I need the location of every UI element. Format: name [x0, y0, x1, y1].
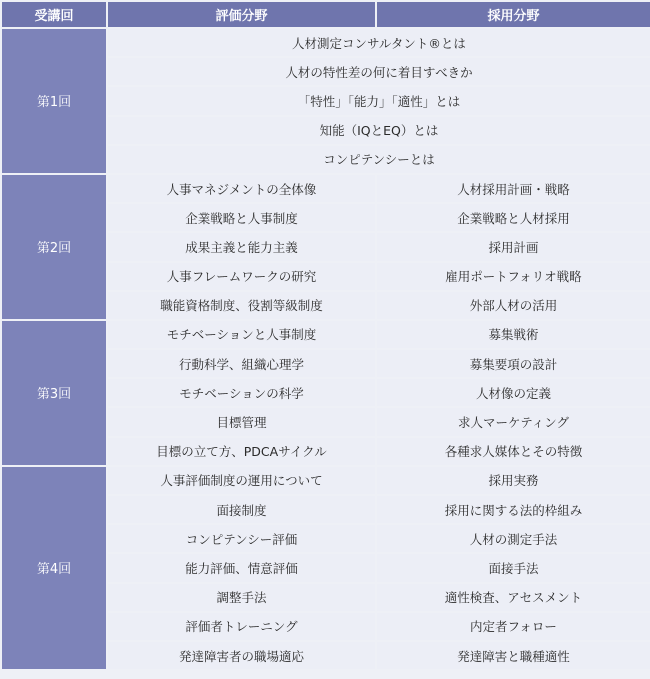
recruitment-topic: 雇用ポートフォリオ戦略: [377, 263, 650, 290]
shared-topic: 人材測定コンサルタント®とは: [108, 29, 650, 56]
recruitment-topic: 人材の測定手法: [377, 525, 650, 552]
evaluation-topic: 職能資格制度、役割等級制度: [108, 292, 375, 319]
recruitment-topic: 各種求人媒体とその特徴: [377, 438, 650, 465]
evaluation-topic: 人事マネジメントの全体像: [108, 175, 375, 202]
table-row: [2, 29, 650, 56]
table-row: [2, 467, 650, 494]
evaluation-topic: 目標の立て方、PDCAサイクル: [108, 438, 375, 465]
evaluation-topic: 成果主義と能力主義: [108, 233, 375, 260]
recruitment-topic: 採用実務: [377, 467, 650, 494]
header-row: [2, 2, 650, 27]
recruitment-topic: 募集戦術: [377, 321, 650, 348]
recruitment-topic: 発達障害と職種適性: [377, 642, 650, 669]
session-label-2: 第2回: [2, 175, 106, 319]
recruitment-topic: 人材採用計画・戦略: [377, 175, 650, 202]
recruitment-topic: 面接手法: [377, 554, 650, 581]
evaluation-topic: 評価者トレーニング: [108, 613, 375, 640]
evaluation-topic: モチベーションと人事制度: [108, 321, 375, 348]
session-label-3: 第3回: [2, 321, 106, 465]
recruitment-topic: 採用計画: [377, 233, 650, 260]
evaluation-topic: 行動科学、組織心理学: [108, 350, 375, 377]
shared-topic: 人材の特性差の何に着目すべきか: [108, 58, 650, 85]
recruitment-topic: 適性検査、アセスメント: [377, 584, 650, 611]
shared-topic: 「特性」「能力」「適性」とは: [108, 87, 650, 114]
recruitment-topic: 企業戦略と人材採用: [377, 204, 650, 231]
evaluation-topic: 人事評価制度の運用について: [108, 467, 375, 494]
evaluation-topic: 能力評価、情意評価: [108, 554, 375, 581]
evaluation-topic: モチベーションの科学: [108, 379, 375, 406]
recruitment-topic: 求人マーケティング: [377, 408, 650, 435]
evaluation-topic: コンピテンシー評価: [108, 525, 375, 552]
table-row: [2, 175, 650, 202]
shared-topic: コンピテンシーとは: [108, 146, 650, 173]
evaluation-topic: 調整手法: [108, 584, 375, 611]
recruitment-topic: 採用に関する法的枠組み: [377, 496, 650, 523]
shared-topic: 知能（IQとEQ）とは: [108, 117, 650, 144]
evaluation-topic: 発達障害者の職場適応: [108, 642, 375, 669]
evaluation-topic: 目標管理: [108, 408, 375, 435]
evaluation-topic: 企業戦略と人事制度: [108, 204, 375, 231]
session-label-4: 第4回: [2, 467, 106, 669]
evaluation-topic: 面接制度: [108, 496, 375, 523]
recruitment-topic: 人材像の定義: [377, 379, 650, 406]
recruitment-topic: 外部人材の活用: [377, 292, 650, 319]
recruitment-topic: 募集要項の設計: [377, 350, 650, 377]
header-recruitment: 採用分野: [377, 2, 650, 27]
header-session: 受講回: [2, 2, 106, 27]
recruitment-topic: 内定者フォロー: [377, 613, 650, 640]
session-label-1: 第1回: [2, 29, 106, 173]
evaluation-topic: 人事フレームワークの研究: [108, 263, 375, 290]
header-evaluation: 評価分野: [108, 2, 375, 27]
table-row: [2, 321, 650, 348]
